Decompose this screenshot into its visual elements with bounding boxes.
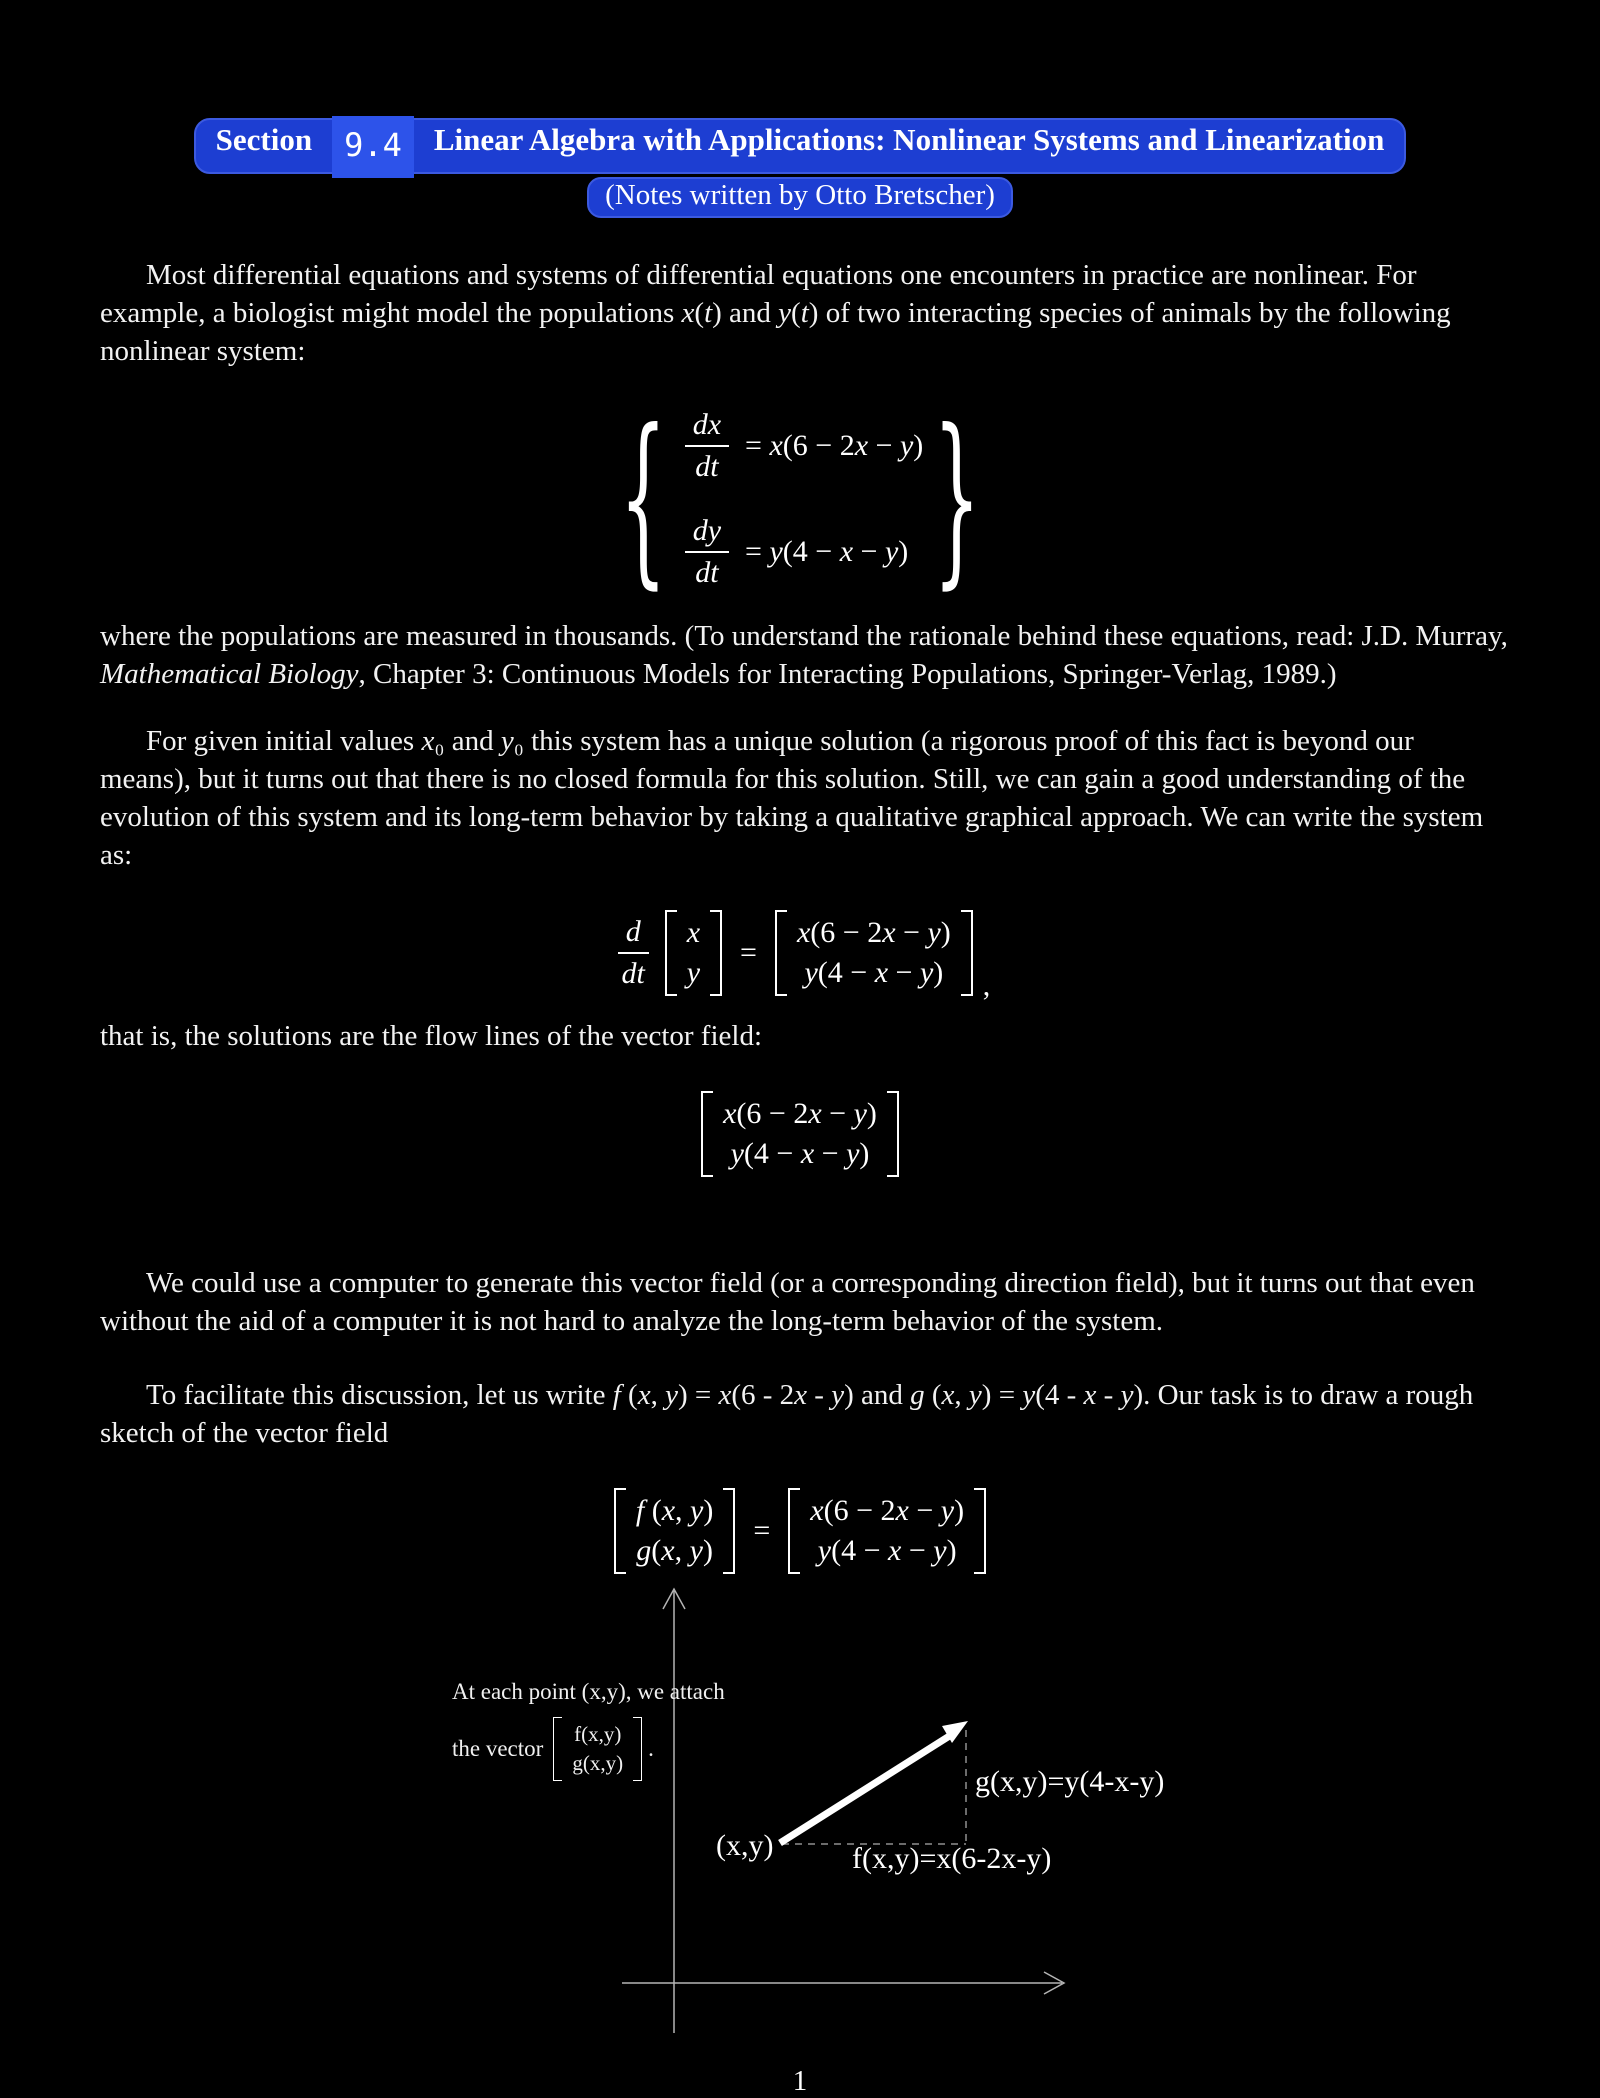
paragraph-intro: Most differential equations and systems of differential equations one encounters in practice are nonlinear. For example, a biologist might model the populations x(t) and y(t) of two interacting species of animals by the following nonlinear system:: [100, 259, 1451, 367]
fraction-denominator: dt: [621, 957, 645, 990]
equation-rhs: = y(4 − x − y): [745, 535, 909, 568]
matrix-vector-field: [701, 1091, 899, 1177]
matrix-row: x(6 − 2x − y): [796, 916, 951, 949]
subtitle-row: [0, 177, 1600, 218]
note-line2: [452, 1717, 762, 1781]
matrix-row: x(6 − 2x − y): [723, 1097, 877, 1130]
matrix-row: x: [686, 916, 701, 949]
matrix-row: y(4 − x − y): [804, 956, 944, 989]
note-line1: At each point (x,y), we attach: [452, 1679, 725, 1704]
vector-arrow-shaft: [780, 1735, 951, 1843]
equals-sign: =: [740, 936, 757, 969]
matrix-fg: [614, 1488, 736, 1574]
trailing-comma: ,: [982, 969, 991, 1002]
matrix-field: [788, 1488, 986, 1574]
matrix-field: [775, 910, 973, 996]
section-title-highlight: [194, 118, 1407, 174]
fraction-d-dt: [618, 915, 649, 991]
system-rows: [677, 408, 924, 590]
fraction-numerator: dx: [685, 408, 729, 447]
bracket-right: [887, 1091, 899, 1177]
left-curly-brace: {: [619, 391, 667, 607]
equation-nonlinear-system: [0, 391, 1600, 607]
diagram-note: [452, 1679, 762, 1781]
title-block: [0, 0, 1600, 218]
equation-fg-definition: [0, 1481, 1600, 1581]
fraction-numerator: dy: [685, 514, 729, 553]
section-number-box: 9.4: [332, 116, 414, 178]
bracket-left: [788, 1488, 800, 1574]
matrix-row: y(4 − x − y): [817, 1534, 957, 1567]
paragraph-computer: We could use a computer to generate this vector field (or a corresponding direction field), but it turns out that even without the aid of a computer it is not hard to analyze the long-term behavior of the system.: [100, 1267, 1475, 1337]
diagram-canvas: [0, 1585, 1600, 2055]
matrix-xy: [665, 910, 722, 996]
bracket-left: [614, 1488, 626, 1574]
equation-rhs: = x(6 − 2x − y): [745, 429, 924, 462]
system-row-dy: [677, 514, 924, 590]
bracket-right: [974, 1488, 986, 1574]
paragraph-flow-lines: that is, the solutions are the flow lines of the vector field:: [100, 1020, 763, 1052]
vector-attachment-diagram: [0, 1585, 1600, 2055]
bracket-left: [553, 1717, 562, 1781]
matrix-row: f (x, y): [635, 1494, 714, 1527]
note-suffix: .: [648, 1736, 654, 1761]
paragraph-initial-values: For given initial values x₀ and y₀ this system has a unique solution (a rigorous proof of this fact is beyond our means), but it turns out that there is no closed formula for this solution. Still, we can gain a good understanding of the evolution of this system and its long-term behavior by taking a qualitative graphical approach. We can write the system as:: [100, 725, 1484, 871]
fraction-numerator: d: [618, 915, 649, 954]
matrix-note-vector: [553, 1717, 642, 1781]
system-row-dx: [677, 408, 924, 484]
bracket-left: [665, 910, 677, 996]
matrix-row: g(x,y): [572, 1751, 624, 1775]
point-label: (x,y): [716, 1829, 774, 1862]
equals-sign: =: [753, 1514, 771, 1547]
bracket-right: [961, 910, 973, 996]
bracket-right: [710, 910, 722, 996]
page-title: Linear Algebra with Applications: Nonlinear Systems and Linearization: [433, 122, 1385, 157]
note-prefix: the vector: [452, 1736, 544, 1761]
right-curly-brace: }: [933, 391, 981, 607]
bracket-right: [633, 1717, 642, 1781]
f-component-label: f(x,y)=x(6-2x-y): [852, 1842, 1052, 1875]
bracket-right: [723, 1488, 735, 1574]
matrix-row: y: [686, 956, 701, 989]
fraction-denominator: dt: [695, 450, 719, 483]
matrix-row: x(6 − 2x − y): [810, 1494, 965, 1527]
matrix-row: f(x,y): [574, 1722, 622, 1746]
fraction-dy-dt: [685, 514, 729, 590]
matrix-row: g(x, y): [636, 1534, 713, 1567]
matrix-row: y(4 − x − y): [730, 1137, 870, 1170]
g-component-label: g(x,y)=y(4-x-y): [975, 1765, 1165, 1798]
paragraph-reference: where the populations are measured in thousands. (To understand the rationale behind these equations, read: J.D. Murray, Mathematical Biology, Chapter 3: Continuous Models for Interacting Populations, Springer-Verlag, 1989.): [100, 620, 1508, 690]
page-number: 1: [792, 2065, 808, 2097]
equation-matrix-form: [0, 903, 1600, 1003]
fraction-dx-dt: [685, 408, 729, 484]
fraction-denominator: dt: [695, 556, 719, 589]
bracket-left: [775, 910, 787, 996]
bracket-left: [701, 1091, 713, 1177]
section-label: Section: [215, 122, 313, 157]
subtitle-highlight: (Notes written by Otto Bretscher): [587, 177, 1013, 218]
equation-vector-field: [0, 1084, 1600, 1184]
paragraph-facilitate: To facilitate this discussion, let us write f (x, y) = x(6 - 2x - y) and g (x, y) = y(4 - x - y). Our task is to draw a rough sketch of the vector field: [100, 1379, 1474, 1449]
